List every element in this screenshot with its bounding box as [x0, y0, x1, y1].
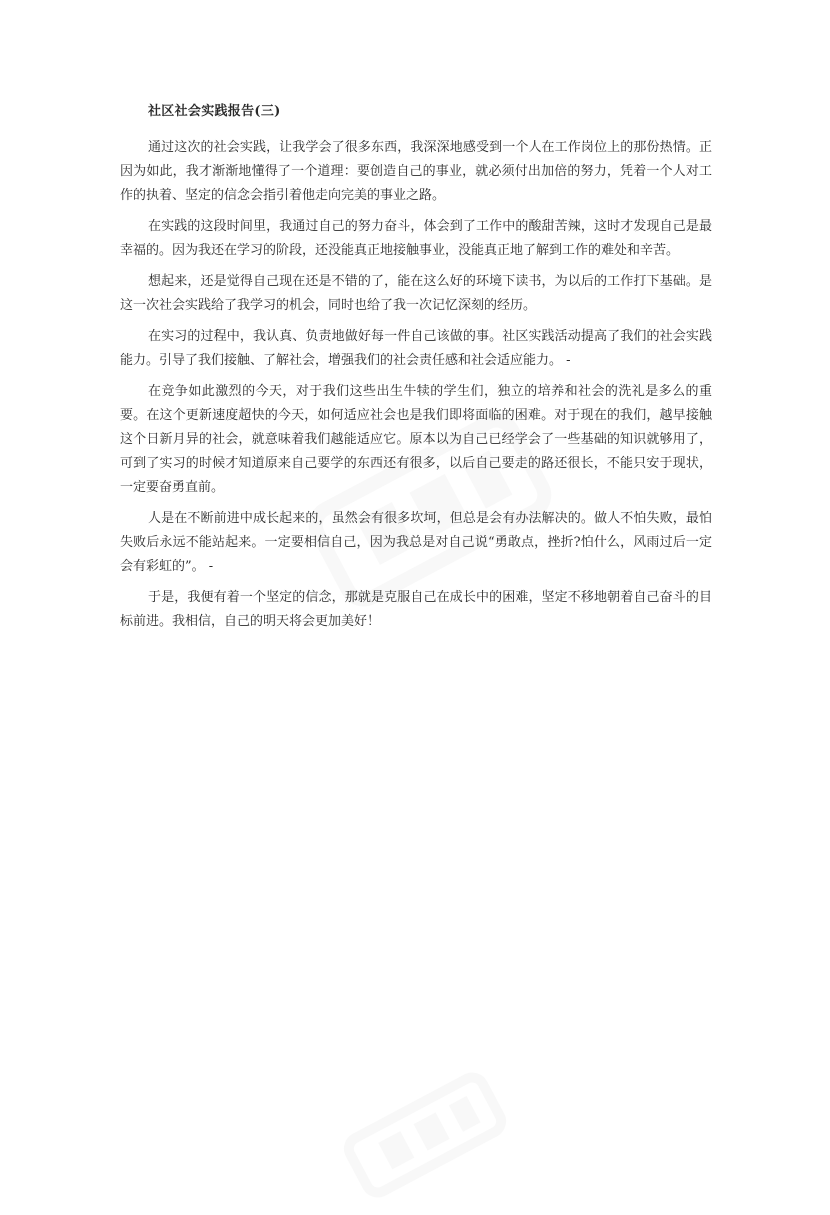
- paragraph-2: 在实践的这段时间里，我通过自己的努力奋斗，体会到了工作中的酸甜苦辣，这时才发现自己是最幸福的。因为我还在学习的阶段，还没能真正地接触事业，没能真正地了解到工作的难处和辛苦。: [120, 219, 712, 258]
- paragraph-7: 于是，我便有着一个坚定的信念，那就是克服自己在成长中的困难，坚定不移地朝着自己奋斗的目标前进。我相信，自己的明天将会更加美好！: [120, 590, 712, 629]
- paragraph-1: 通过这次的社会实践，让我学会了很多东西，我深深地感受到一个人在工作岗位上的那份热情。正因为如此，我才渐渐地懂得了一个道理：要创造自己的事业，就必须付出加倍的努力，凭着一个人对工作的执着、坚定的信念会指引着他走向完美的事业之路。: [120, 140, 712, 203]
- paragraph-5: 在竞争如此激烈的今天，对于我们这些出生牛犊的学生们，独立的培养和社会的洗礼是多么的重要。在这个更新速度超快的今天，如何适应社会也是我们即将面临的困难。对于现在的我们，越早接触这个日新月异的社会，就意味着我们越能适应它。原本以为自己已经学会了一些基础的知识就够用了，可到了实习的时候才知道原来自己要学的东西还有很多，以后自己要走的路还很长，不能只安于现状，一定要奋勇直前。: [120, 384, 712, 495]
- watermark-logo-bottom-icon: [329, 1055, 521, 1214]
- document-title: 社区社会实践报告(三): [148, 104, 281, 119]
- paragraph-4: 在实习的过程中，我认真、负责地做好每一件自己该做的事。社区实践活动提高了我们的社会实践能力。引导了我们接触、了解社会，增强我们的社会责任感和社会适应能力。 -: [120, 329, 712, 368]
- paragraph-6: 人是在不断前进中成长起来的，虽然会有很多坎坷，但总是会有办法解决的。做人不怕失败，最怕失败后永远不能站起来。一定要相信自己，因为我总是对自己说“勇敢点，挫折?怕什么，风雨过后一定会有彩虹的”。 -: [120, 511, 712, 574]
- document-body: [120, 100, 712, 641]
- paragraph-3: 想起来，还是觉得自己现在还是不错的了，能在这么好的环境下读书，为以后的工作打下基础。是这一次社会实践给了我学习的机会，同时也给了我一次记忆深刻的经历。: [120, 274, 712, 313]
